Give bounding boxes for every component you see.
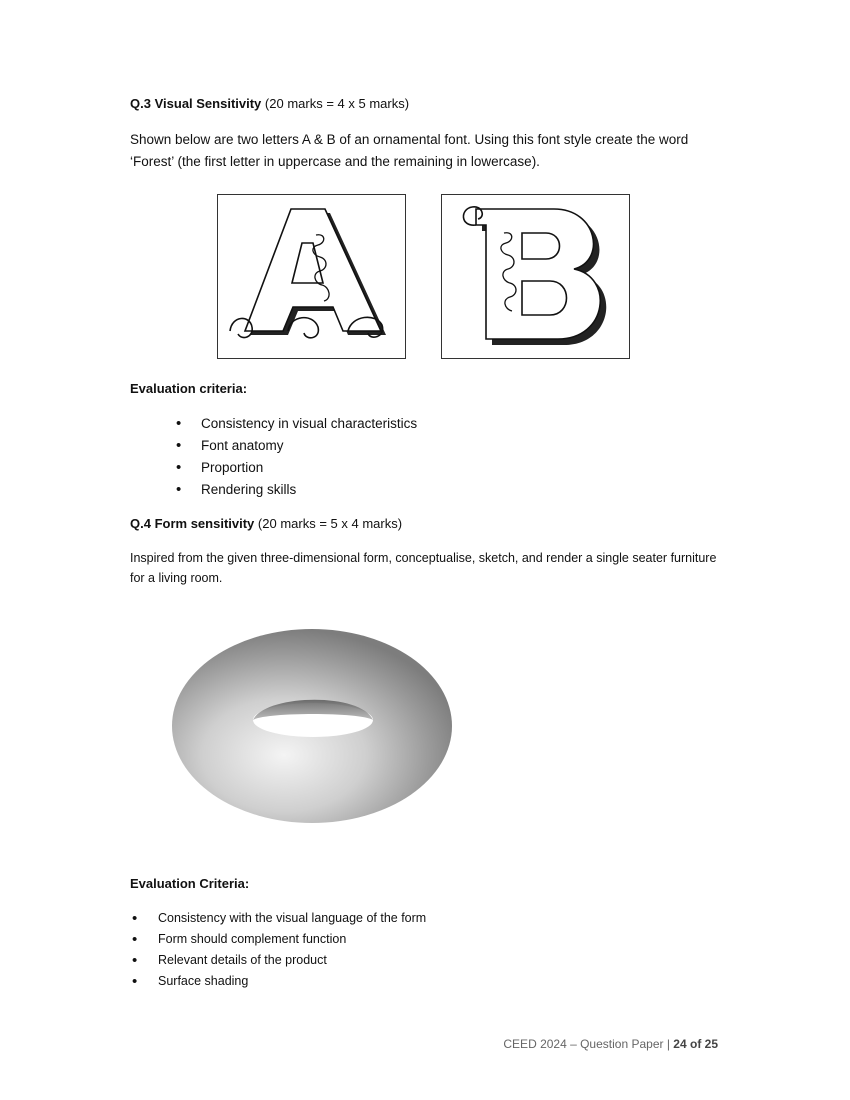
q3-number: Q.3: [130, 96, 151, 111]
page-footer: [503, 1037, 718, 1051]
q4-marks: (20 marks = 5 x 4 marks): [257, 516, 403, 531]
q4-title: Form sensitivity: [154, 516, 255, 531]
footer-text: CEED 2024 – Question Paper |: [503, 1037, 670, 1051]
list-item: • Form should complement function: [158, 929, 426, 950]
q4-number: Q.4: [130, 516, 151, 531]
list-item: • Font anatomy: [201, 435, 417, 457]
q4-criteria-heading: Evaluation Criteria:: [130, 876, 250, 891]
list-item: • Relevant details of the product: [158, 950, 426, 971]
q3-criteria-list: [201, 413, 417, 501]
ornamental-letter-a-figure: [217, 194, 406, 359]
ornamental-letter-b-figure: [441, 194, 630, 359]
q3-heading: [130, 96, 409, 111]
q4-instruction: Inspired from the given three-dimensional form, conceptualise, sketch, and render a single seater furniture for a living room.: [130, 551, 717, 585]
list-item: • Consistency with the visual language of the form: [158, 908, 426, 929]
torus-figure: [165, 620, 465, 830]
q3-marks: (20 marks = 4 x 5 marks): [264, 96, 410, 111]
list-item: • Consistency in visual characteristics: [201, 413, 417, 435]
list-item: • Surface shading: [158, 971, 426, 992]
footer-page-total: of 25: [689, 1037, 718, 1051]
footer-page-number: 24: [673, 1037, 687, 1051]
q3-criteria-heading: Evaluation criteria:: [130, 381, 248, 396]
q3-instruction: Shown below are two letters A & B of an ornamental font. Using this font style create the word ‘Forest’ (the first letter in uppercase and the remaining in lowercase).: [130, 132, 689, 169]
q4-heading: [130, 516, 402, 531]
letter-a-char: A: [311, 326, 312, 327]
letter-a-glyph: [226, 209, 396, 340]
list-item: • Rendering skills: [201, 479, 417, 501]
torus-body: [172, 629, 452, 823]
q3-title: Visual Sensitivity: [154, 96, 262, 111]
q4-criteria-list: [158, 908, 426, 992]
list-item: • Proportion: [201, 457, 417, 479]
